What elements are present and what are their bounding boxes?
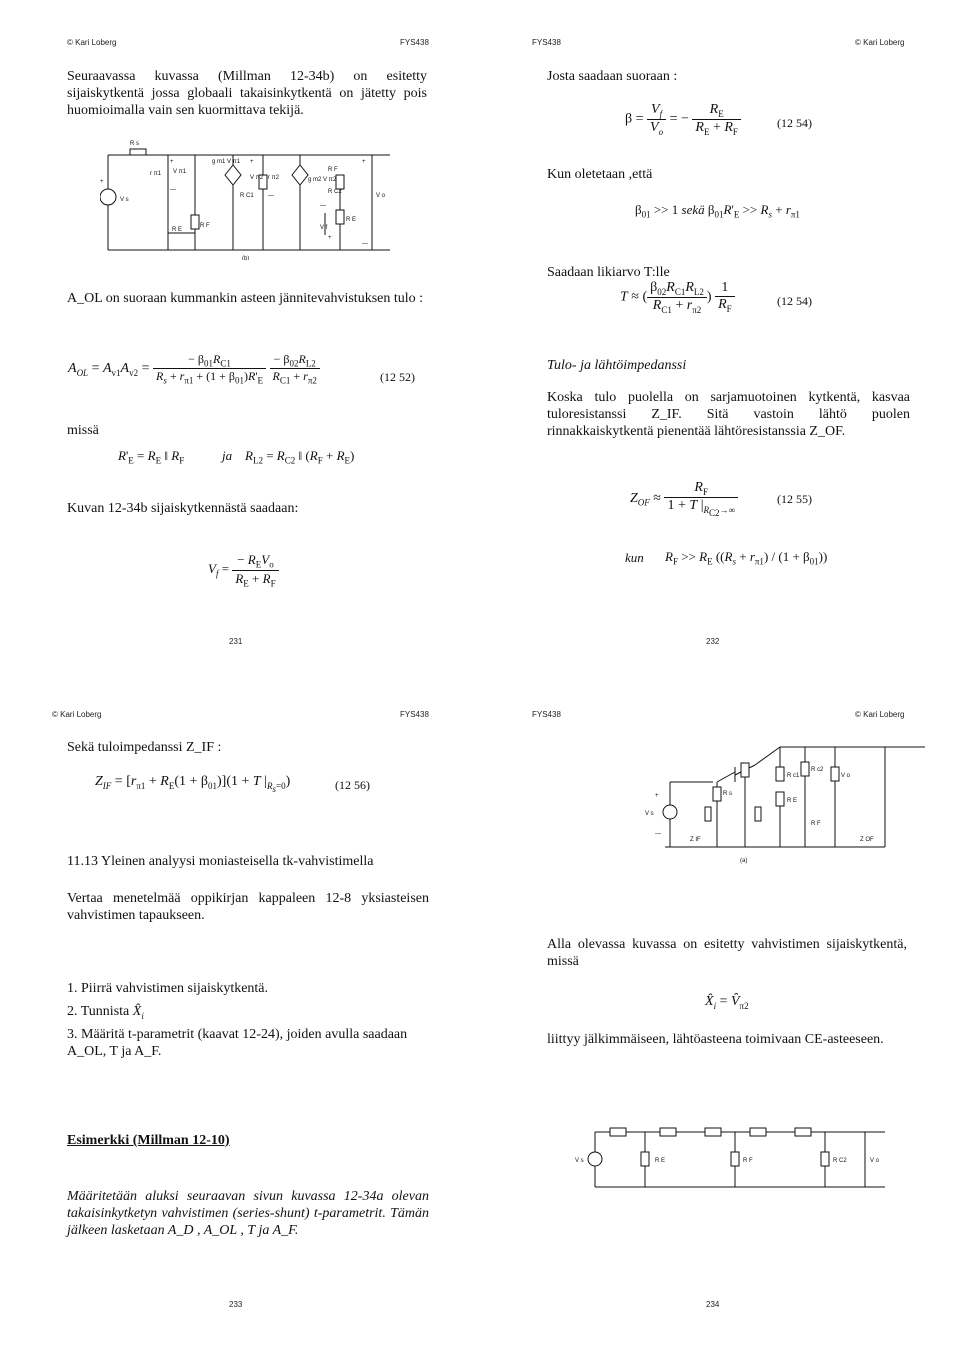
- slide-234: [480, 672, 960, 1344]
- svg-text:R C1: R C1: [240, 193, 254, 199]
- slide-233: [0, 672, 480, 1344]
- missa-text: missä: [67, 423, 99, 438]
- eq-number-12-52: (12 52): [380, 370, 415, 384]
- svg-text:R F: R F: [200, 223, 210, 229]
- svg-text:R s: R s: [130, 141, 139, 147]
- svg-text:+: +: [328, 235, 332, 241]
- svg-text:R E: R E: [346, 217, 357, 223]
- svg-text:V o: V o: [870, 1158, 880, 1164]
- svg-text:R c2: R c2: [811, 767, 824, 773]
- equation-aol: $A_{OL} = A_{v1}A_{v2}$ = $\frac{- \beta_{01}R_{C1}}{R_s + r_{\pi 1} + (1 + \beta_{01})R'_E}$ $\frac{- \beta_{02}R_{L2}}{R_{C1} + r_{\pi 2}}$: [68, 352, 368, 386]
- step-2: 2. Tunnista $X̂_i$: [67, 1004, 144, 1021]
- equation-beta: β = $\frac{V_f}{V_o}$ = − $\frac{R_E}{R_E + R_F}$: [625, 102, 741, 137]
- svg-text:V s: V s: [645, 811, 654, 817]
- intro-text: Seuraavassa kuvassa (Millman 12-34b) on esitetty sijaiskytkentä jossa globaali takaisinkytkentä on jätetty pois huomioimalla vain sen kuormittava tekijä.: [67, 69, 427, 118]
- svg-text:R s: R s: [723, 791, 732, 797]
- svg-text:Z OF: Z OF: [860, 837, 874, 843]
- tulo-title: Tulo- ja lähtöimpedanssi: [547, 358, 687, 373]
- svg-text:g m1 V π1: g m1 V π1: [212, 159, 241, 165]
- svg-text:R c1: R c1: [787, 773, 800, 779]
- header-right: © Kari Loberg: [855, 710, 905, 719]
- header-left: © Kari Loberg: [67, 38, 117, 47]
- saadaan-text: Saadaan likiarvo T:lle: [547, 265, 670, 280]
- svg-text:R F: R F: [328, 167, 338, 173]
- step-1: 1. Piirrä vahvistimen sijaiskytkentä.: [67, 981, 269, 996]
- esimerkki-title: Esimerkki (Millman 12-10): [67, 1133, 230, 1148]
- svg-text:R F: R F: [811, 821, 821, 827]
- header-left: FYS438: [532, 710, 561, 719]
- header-left: FYS438: [532, 38, 561, 47]
- seka-tulo-text: Sekä tuloimpedanssi Z_IF :: [67, 740, 222, 755]
- svg-text:R C2: R C2: [833, 1158, 847, 1164]
- equation-zif: $Z_{IF} = [r_{\pi 1} + R_E(1 + \beta_{01})](1 + T$ $|_{R_s=0}$): [95, 774, 291, 794]
- kuvan-text: Kuvan 12-34b sijaiskytkennästä saadaan:: [67, 501, 299, 516]
- header-right: © Kari Loberg: [855, 38, 905, 47]
- equation-re-rl2: $R'_E = R_E$ ‖ $R_F$: [118, 448, 185, 466]
- aol-text: A_OL on suoraan kummankin asteen jännitevahvistuksen tulo :: [67, 291, 424, 306]
- svg-text:R E: R E: [787, 798, 798, 804]
- equation-xi: $X̂_i$ = $V̂_{\pi 2}$: [705, 994, 749, 1011]
- svg-text:V s: V s: [575, 1158, 584, 1164]
- circuit-diagram-small: [565, 1117, 905, 1192]
- svg-text:—: —: [268, 193, 274, 199]
- eq-number-12-54a: (12 54): [777, 116, 812, 130]
- svg-text:+: +: [250, 159, 254, 165]
- svg-text:R E: R E: [655, 1158, 666, 1164]
- svg-text:R E: R E: [172, 227, 183, 233]
- svg-text:R C2: R C2: [328, 189, 342, 195]
- eq-number-12-56: (12 56): [335, 778, 370, 792]
- slide-232: [480, 0, 960, 672]
- seka-text: sekä: [681, 202, 705, 217]
- alla-text: Alla olevassa kuvassa on esitetty vahvistimen sijaiskytkentä, missä: [547, 937, 907, 969]
- svg-text:—: —: [362, 241, 368, 247]
- svg-text:+: +: [170, 159, 174, 165]
- tulo-text: Koska tulo puolella on sarjamuotoinen kytkentä, kasvaa tuloresistanssi Z_IF. Sitä vastoin lähtö puolen rinnakkaiskytkentä pienentää lähtöresistanssia Z_OF.: [547, 390, 910, 439]
- page-number: 231: [229, 637, 243, 646]
- page-number: 233: [229, 1300, 243, 1309]
- equation-condition: $R_F >> R_E$ $((R_s + r_{\pi 1}) / (1 + \beta_{01}))$: [665, 549, 828, 567]
- svg-text:V π2: V π2: [250, 175, 264, 181]
- svg-text:g m2 V π2: g m2 V π2: [308, 177, 337, 183]
- eq-number-12-54b: (12 54): [777, 294, 812, 308]
- svg-text:V f: V f: [320, 225, 328, 231]
- svg-text:+: +: [100, 179, 104, 185]
- svg-text:r π2: r π2: [268, 175, 280, 181]
- header-right: FYS438: [400, 710, 429, 719]
- svg-text:R F: R F: [743, 1158, 753, 1164]
- svg-text:(b): (b): [242, 256, 250, 260]
- maaritetaan-text: Määritetään aluksi seuraavan sivun kuvassa 12-34a olevan takaisinkytketyn vahvistimen (series-shunt) t-parametrit. Tämän jälkeen lasketaan A_D , A_OL , T ja A_F.: [67, 1189, 429, 1238]
- circuit-diagram-a: [595, 737, 930, 887]
- vertaa-text: Vertaa menetelmää oppikirjan kappaleen 12-8 yksiasteisen vahvistimen tapaukseen.: [67, 891, 429, 923]
- eq-number-12-55: (12 55): [777, 492, 812, 506]
- svg-text:+: +: [362, 159, 366, 165]
- svg-text:Z IF: Z IF: [690, 837, 701, 843]
- kun-text: kun: [625, 550, 644, 565]
- svg-text:r π1: r π1: [150, 171, 162, 177]
- circuit-diagram-b: [100, 135, 400, 260]
- header-left: © Kari Loberg: [52, 710, 102, 719]
- svg-text:—: —: [655, 831, 661, 837]
- liittyy-text: liittyy jälkimmäiseen, lähtöasteena toimivaan CE-asteeseen.: [547, 1032, 884, 1047]
- svg-text:V o: V o: [841, 773, 851, 779]
- svg-text:—: —: [170, 187, 176, 193]
- svg-text:+: +: [655, 793, 659, 799]
- equation-rl2: $R_{L2} = R_{C2}$ ‖ $(R_F + R_E)$: [245, 448, 355, 466]
- equation-zof: $Z_{OF}$ ≈ $\frac{R_F}{1 + T |_{R_{C2}\to\infty}}$: [630, 480, 738, 517]
- section-title: 11.13 Yleinen analyysi moniasteisella tk-vahvistimella: [67, 854, 374, 869]
- kun-oletetaan-text: Kun oletetaan ,että: [547, 167, 653, 182]
- equation-assumption: $\beta_{01} >> 1$ sekä $\beta_{01}R'_E >> R_s + r_{\pi 1}$: [635, 202, 800, 220]
- svg-text:V s: V s: [120, 197, 129, 203]
- svg-text:V o: V o: [376, 193, 386, 199]
- header-right: FYS438: [400, 38, 429, 47]
- slide-231: [0, 0, 480, 672]
- ja-text: ja: [222, 448, 233, 463]
- svg-text:—: —: [320, 203, 326, 209]
- equation-vf: $V_f$ = $\frac{- R_EV_o}{R_E + R_F}$: [208, 552, 279, 588]
- equation-T: T ≈ ( $\frac{\beta_{02}R_{C1}R_{L2}}{R_{C1} + r_{\pi 2}}$ ) $\frac{1}{R_F}$: [620, 280, 735, 315]
- page-number: 232: [706, 637, 720, 646]
- josta-text: Josta saadaan suoraan :: [547, 69, 678, 84]
- step-3: 3. Määritä t-parametrit (kaavat 12-24), joiden avulla saadaan A_OL, T ja A_F.: [67, 1027, 408, 1059]
- svg-text:(a): (a): [740, 858, 748, 864]
- svg-text:V π1: V π1: [173, 169, 187, 175]
- page-number: 234: [706, 1300, 720, 1309]
